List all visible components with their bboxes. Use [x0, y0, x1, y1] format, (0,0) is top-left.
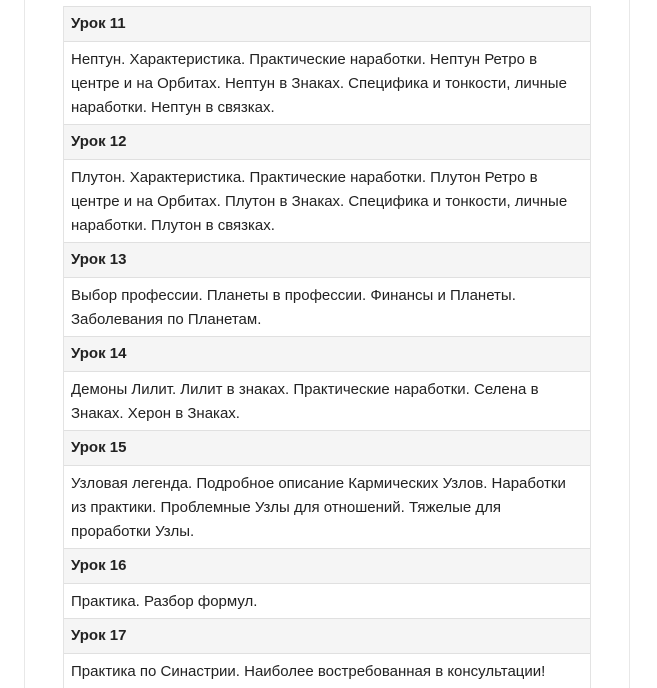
lesson-title-17: Урок 17: [64, 618, 590, 653]
lesson-description-16: Практика. Разбор формул.: [64, 583, 590, 618]
lesson-title-11: Урок 11: [64, 6, 590, 41]
lesson-title-14: Урок 14: [64, 336, 590, 371]
lesson-description-12: Плутон. Характеристика. Практические наработки. Плутон Ретро в центре и на Орбитах. Плутон в Знаках. Специфика и тонкости, личные наработки. Плутон в связках.: [64, 159, 590, 242]
lesson-description-13: Выбор профессии. Планеты в профессии. Финансы и Планеты. Заболевания по Планетам.: [64, 277, 590, 336]
lesson-description-14: Демоны Лилит. Лилит в знаках. Практические наработки. Селена в Знаках. Херон в Знаках.: [64, 371, 590, 430]
lesson-title-13: Урок 13: [64, 242, 590, 277]
lesson-description-11: Нептун. Характеристика. Практические наработки. Нептун Ретро в центре и на Орбитах. Нептун в Знаках. Специфика и тонкости, личные наработки. Нептун в связках.: [64, 41, 590, 124]
right-rule: [629, 0, 630, 688]
lesson-description-17: Практика по Синастрии. Наиболее востребованная в консультации!: [64, 653, 590, 688]
lesson-description-15: Узловая легенда. Подробное описание Кармических Узлов. Наработки из практики. Проблемные Узлы для отношений. Тяжелые для проработки Узлы.: [64, 465, 590, 548]
left-rule: [24, 0, 25, 688]
lesson-title-12: Урок 12: [64, 124, 590, 159]
lesson-table: [63, 6, 591, 688]
lesson-title-16: Урок 16: [64, 548, 590, 583]
lesson-title-15: Урок 15: [64, 430, 590, 465]
